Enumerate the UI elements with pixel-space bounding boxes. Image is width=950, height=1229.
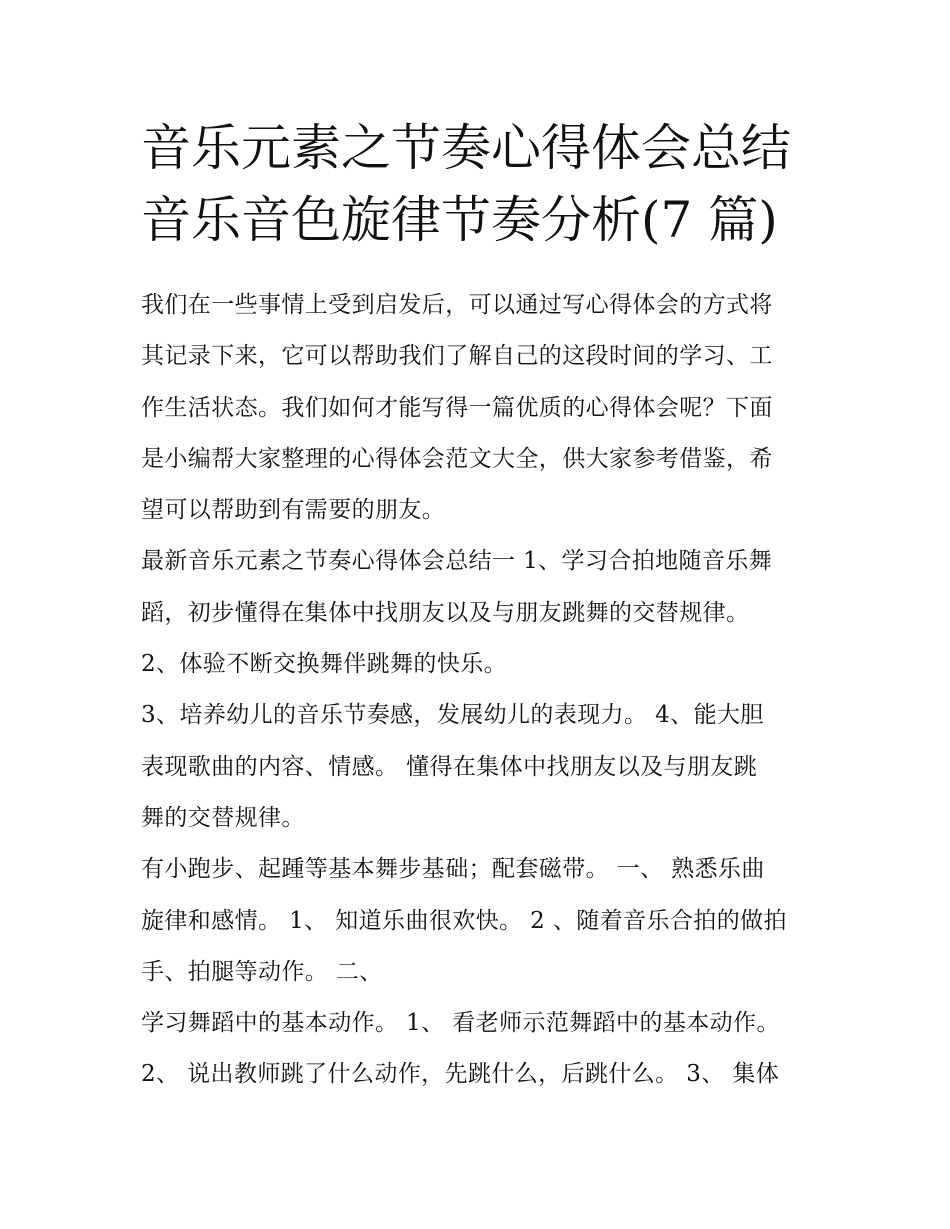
body-line: 是小编帮大家整理的心得体会范文大全，供大家参考借鉴，希 bbox=[141, 445, 773, 472]
body-line: 望可以帮助到有需要的朋友。 bbox=[141, 497, 446, 524]
title-line-1: 音乐元素之节奏心得体会总结 bbox=[141, 119, 791, 177]
body-line: 2、 说出教师跳了什么动作，先跳什么，后跳什么。 3、 集体 bbox=[141, 1061, 780, 1088]
document-body bbox=[141, 280, 821, 1101]
body-line: 有小跑步、起踵等基本舞步基础；配套磁带。 一、 熟悉乐曲 bbox=[141, 856, 765, 883]
body-line: 旋律和感情。 1、 知道乐曲很欢快。 2 、随着音乐合拍的做拍 bbox=[141, 907, 787, 934]
body-line: 蹈，初步懂得在集体中找朋友以及与朋友跳舞的交替规律。 bbox=[141, 599, 750, 626]
body-line: 手、拍腿等动作。 二、 bbox=[141, 958, 383, 985]
body-line: 表现歌曲的内容、情感。 懂得在集体中找朋友以及与朋友跳 bbox=[141, 753, 758, 780]
body-line: 我们在一些事情上受到启发后，可以通过写心得体会的方式将 bbox=[141, 292, 773, 318]
body-line: 其记录下来，它可以帮助我们了解自己的这段时间的学习、工 bbox=[141, 343, 773, 370]
title-line-2: 音乐音色旋律节奏分析(7 篇) bbox=[141, 191, 778, 249]
document-title bbox=[141, 112, 821, 256]
body-line: 最新音乐元素之节奏心得体会总结一 1、学习合拍地随音乐舞 bbox=[141, 548, 773, 575]
body-line: 舞的交替规律。 bbox=[141, 804, 305, 831]
body-line: 2、体验不断交换舞伴跳舞的快乐。 bbox=[141, 651, 508, 678]
body-line: 作生活状态。我们如何才能写得一篇优质的心得体会呢？下面 bbox=[141, 394, 773, 421]
body-line: 学习舞蹈中的基本动作。 1、 看老师示范舞蹈中的基本动作。 bbox=[141, 1010, 780, 1037]
body-line: 3、培养幼儿的音乐节奏感，发展幼儿的表现力。 4、能大胆 bbox=[141, 702, 764, 729]
